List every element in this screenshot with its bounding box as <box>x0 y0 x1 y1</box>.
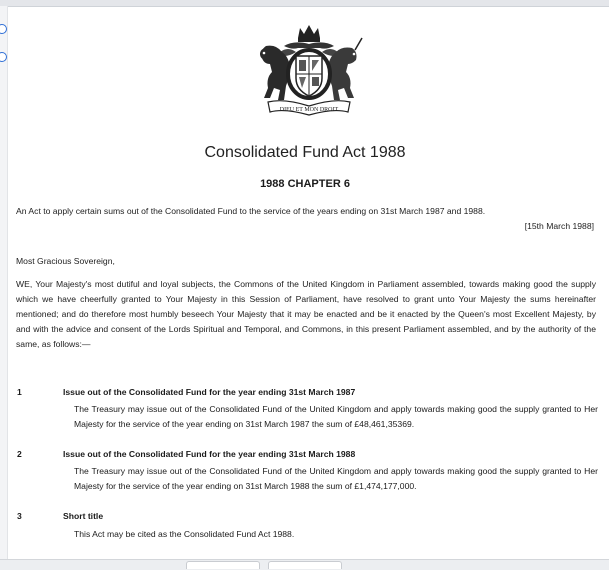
side-panel-icon[interactable] <box>0 24 7 34</box>
section-heading: Issue out of the Consolidated Fund for the year ending 31st March 1987 <box>63 387 356 397</box>
section-number: 1 <box>17 387 22 397</box>
svg-text:DIEU ET MON DROIT: DIEU ET MON DROIT <box>279 107 339 113</box>
royal-coat-of-arms <box>254 16 364 116</box>
side-panel-icon[interactable] <box>0 52 7 62</box>
section-heading: Short title <box>63 511 104 521</box>
left-side-panel <box>0 6 8 569</box>
long-title: An Act to apply certain sums out of the Consolidated Fund to the service of the years ending on 31st March 1987 and 1988. <box>16 206 486 216</box>
bottom-tab-button[interactable] <box>186 561 260 569</box>
salutation: Most Gracious Sovereign, <box>16 256 115 266</box>
bottom-tab-button[interactable] <box>268 561 342 569</box>
section-text: This Act may be cited as the Consolidated Fund Act 1988. <box>74 529 295 539</box>
section-text: The Treasury may issue out of the Consolidated Fund of the United Kingdom and apply towards making good the supply granted to Her Majesty for the service of the year ending on 31st March 1988 the sum of £1,474,177,000. <box>74 466 598 491</box>
act-title: Consolidated Fund Act 1988 <box>204 144 406 161</box>
section-number: 3 <box>17 511 22 521</box>
section-heading: Issue out of the Consolidated Fund for the year ending 31st March 1988 <box>63 449 356 459</box>
enacting-formula: WE, Your Majesty's most dutiful and loyal subjects, the Commons of the United Kingdom in Parliament assembled, towards making good the supply which we have cheerfully granted to Your Majesty in this Session of Parliament, have resolved to grant unto Your Majesty the sums hereinafter mentioned; and do therefore most humbly beseech Your Majesty that it may be enacted and be it enacted by the Queen's most Excellent Majesty, by and with the advice and consent of the Lords Spiritual and Temporal, and Commons, in this present Parliament assembled, and by the authority of the same, as follows:— <box>16 279 596 349</box>
chapter-number: 1988 CHAPTER 6 <box>260 178 350 190</box>
document-page <box>8 7 602 559</box>
enactment-date: [15th March 1988] <box>524 221 594 231</box>
section-number: 2 <box>17 449 22 459</box>
top-toolbar <box>0 0 609 7</box>
section-text: The Treasury may issue out of the Consolidated Fund of the United Kingdom and apply towards making good the supply granted to Her Majesty for the service of the year ending on 31st March 1987 the sum of £48,461,35369. <box>74 404 598 429</box>
